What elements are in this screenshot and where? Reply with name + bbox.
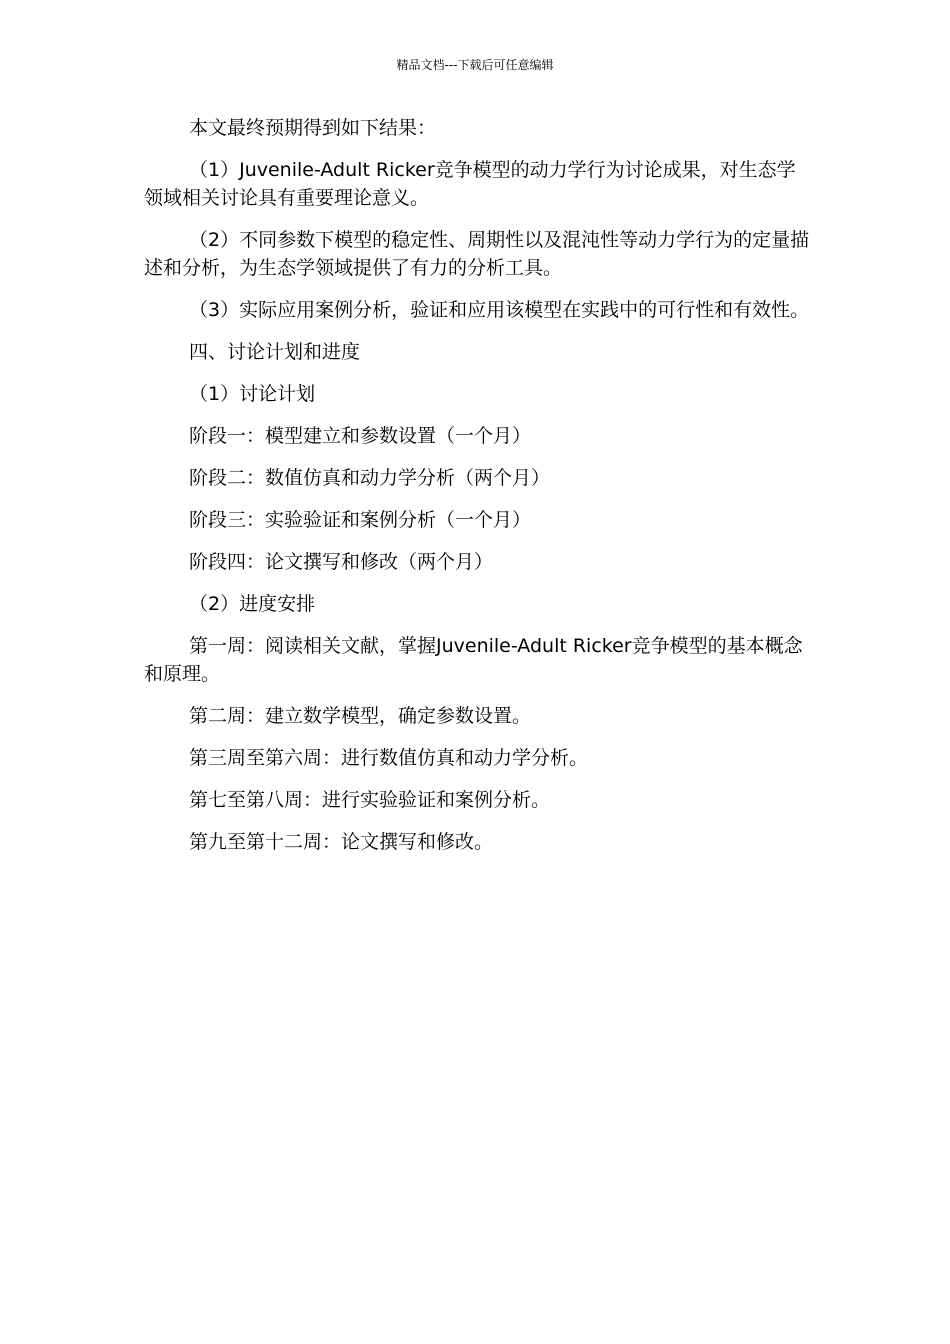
paragraph-result-1: （1）Juvenile-Adult Ricker竞争模型的动力学行为讨论成果，对生态学领域相关讨论具有重要理论意义。 <box>144 159 796 209</box>
schedule-week-3-6: 第三周至第六周：进行数值仿真和动力学分析。 <box>189 747 589 769</box>
plan-stage-3: 阶段三：实验验证和案例分析（一个月） <box>189 509 532 531</box>
schedule-week-1: 第一周：阅读相关文献，掌握Juvenile-Adult Ricker竞争模型的基本概念和原理。 <box>144 635 803 685</box>
subheading-plan: （1）讨论计划 <box>189 383 316 405</box>
plan-stage-2: 阶段二：数值仿真和动力学分析（两个月） <box>189 467 551 489</box>
page-header: 精品文档---下载后可任意编辑 <box>396 58 554 72</box>
schedule-week-2: 第二周：建立数学模型，确定参数设置。 <box>189 705 532 727</box>
paragraph-result-3: （3）实际应用案例分析，验证和应用该模型在实践中的可行性和有效性。 <box>189 299 810 321</box>
schedule-week-7-8: 第七至第八周：进行实验验证和案例分析。 <box>189 789 551 811</box>
paragraph-result-2: （2）不同参数下模型的稳定性、周期性以及混沌性等动力学行为的定量描述和分析，为生态学领域提供了有力的分析工具。 <box>144 229 810 279</box>
section-heading-plan: 四、讨论计划和进度 <box>189 341 361 363</box>
plan-stage-1: 阶段一：模型建立和参数设置（一个月） <box>189 425 532 447</box>
document-body <box>144 114 810 870</box>
schedule-week-9-12: 第九至第十二周：论文撰写和修改。 <box>189 831 494 853</box>
plan-stage-4: 阶段四：论文撰写和修改（两个月） <box>189 551 494 573</box>
paragraph-expected-results-intro: 本文最终预期得到如下结果： <box>189 117 437 139</box>
subheading-schedule: （2）进度安排 <box>189 593 316 615</box>
